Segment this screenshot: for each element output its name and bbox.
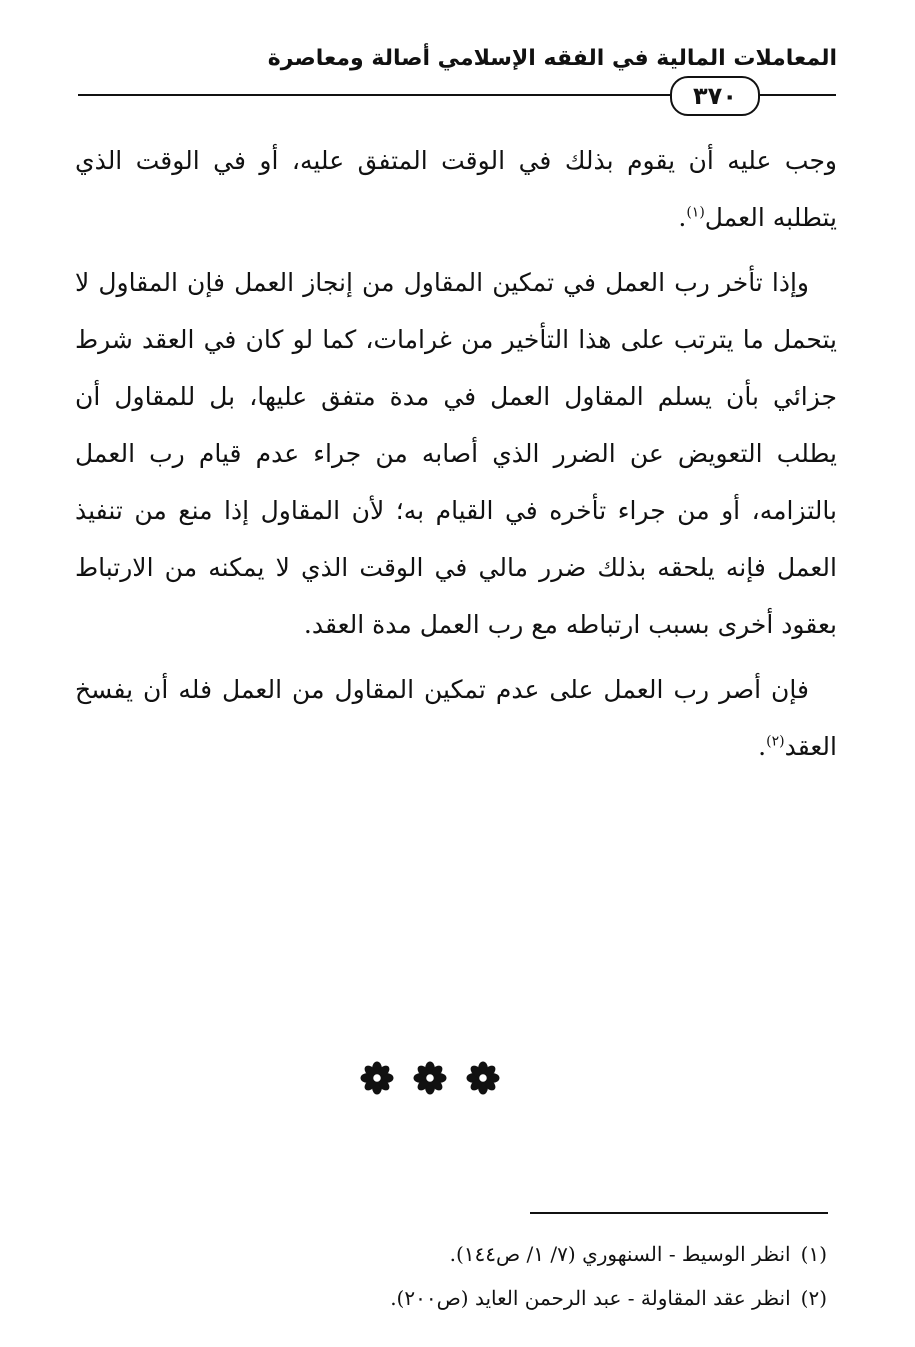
- footnote-2-number: (٢): [800, 1286, 827, 1310]
- paragraph-1-text: وجب عليه أن يقوم بذلك في الوقت المتفق عليه، أو في الوقت الذي يتطلبه العمل: [75, 146, 837, 232]
- flower-ornament-icon: [360, 1061, 394, 1095]
- footnote-separator: [530, 1212, 828, 1214]
- paragraph-3-text: فإن أصر رب العمل على عدم تمكين المقاول من العمل فله أن يفسخ العقد: [75, 675, 837, 761]
- flower-ornament-icon: [413, 1061, 447, 1095]
- footnote-1-text: انظر الوسيط - السنهوري (٧/ ١/ ص١٤٤).: [449, 1242, 791, 1266]
- flower-ornament-icon: [466, 1061, 500, 1095]
- paragraph-1: [75, 132, 837, 246]
- paragraph-3: [75, 661, 837, 775]
- section-end-ornaments: [360, 1058, 500, 1098]
- main-text: [75, 132, 837, 783]
- footnote-ref-2: (٢): [766, 733, 785, 750]
- paragraph-3-end: .: [758, 732, 767, 761]
- running-title: المعاملات المالية في الفقه الإسلامي أصالة ومعاصرة: [267, 46, 837, 71]
- footnote-2: [127, 1276, 827, 1320]
- page-number: ٣٧٠: [670, 76, 760, 116]
- footnotes: [127, 1232, 827, 1320]
- footnote-1-number: (١): [800, 1242, 827, 1266]
- footnote-1: [127, 1232, 827, 1276]
- footnote-ref-1: (١): [686, 204, 705, 221]
- footnote-2-text: انظر عقد المقاولة - عبد الرحمن العايد (ص٢٠٠).: [390, 1286, 791, 1310]
- paragraph-2: وإذا تأخر رب العمل في تمكين المقاول من إنجاز العمل فإن المقاول لا يتحمل ما يترتب على هذا التأخير من غرامات، كما لو كان في العقد شرط جزائي بأن يسلم المقاول العمل في مدة متفق عليها، بل للمقاول أن يطلب التعويض عن الضرر الذي أصابه من جراء عدم قيام رب العمل بالتزامه، أو من جراء تأخره في القيام به؛ لأن المقاول إذا منع من تنفيذ العمل فإنه يلحقه بذلك ضرر مالي في الوقت الذي لا يمكنه من الارتباط بعقود أخرى بسبب ارتباطه مع رب العمل مدة العقد.: [75, 268, 837, 639]
- paragraph-1-end: .: [678, 203, 687, 232]
